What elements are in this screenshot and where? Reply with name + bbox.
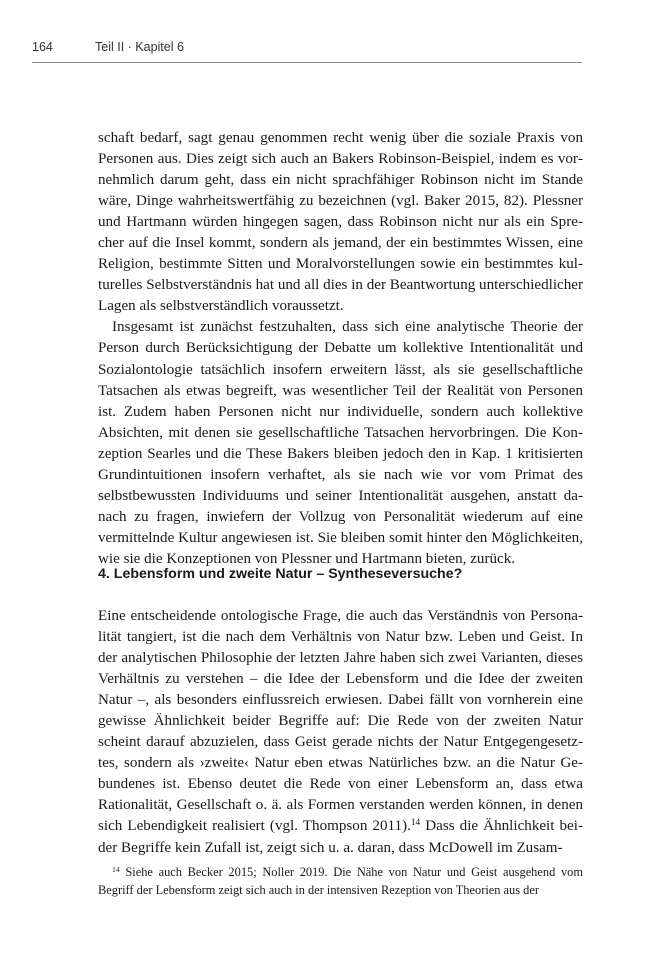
footnote-text: Siehe auch Becker 2015; Noller 2019. Die Nähe von Natur und Geist ausgehend vom Begriff der Lebensform zeigt sich auch in der intensiven Rezeption von Theorien aus der [98, 865, 583, 897]
footnote-reference[interactable]: 14 [410, 818, 421, 829]
body-text-continued [98, 128, 583, 570]
paragraph-continued: schaft bedarf, sagt genau genommen recht wenig über die soziale Praxis von Personen aus. Dies zeigt sich auch an Bakers Robinson-Beispiel, indem es vornehmlich darum geht, dass ein nicht sprachfähiger Robinson nicht im Stande wäre, Dinge wahrheitswertfähig zu bezeichnen (vgl. Baker 2015, 82). Plessner und Hartmann würden hingegen sagen, dass Robinson nicht nur als ein Sprecher auf die Insel kommt, sondern als jemand, der ein bestimmtes Wissen, eine Religion, bestimmte Sitten und Moralvorstellungen sowie ein bestimmtes kulturelles Selbstverständnis hat und all dies in der Beantwortung unterschiedlicher Lagen als selbstverständlich voraussetzt. [98, 130, 583, 315]
footnote-number: 14 [112, 864, 120, 874]
page-number: 164 [32, 40, 53, 54]
paragraph-lebensform-text-continued: Dass die Ähnlichkeit beider Begriffe kein Zufall ist, zeigt sich u. a. daran, dass McDowell im Zusam- [98, 818, 583, 856]
running-head-section: Teil II · Kapitel 6 [95, 40, 184, 54]
paragraph-summary: Insgesamt ist zunächst festzuhalten, dass sich eine analytische Theorie der Person durch Berücksichtigung der Debatte um kollektive Intentionalität und Sozialontologie tatsächlich insofern erweitern lässt, als sie gesellschaftliche Tatsachen als etwas begreift, was wesentlicher Teil der Realität von Personen ist. Zudem haben Personen nicht nur individuelle, sondern auch kollektive Absichten, mit denen sie gesellschaftliche Tatsachen hervorbringen. Die Konzeption Searles und die These Bakers bleiben jedoch den in Kap. 1 kritisierten Grundintuitionen insofern verhaftet, als sie nach wie vor vom Primat des selbstbewussten Individuums und seiner Intentionalität ausgehen, anstatt danach zu fragen, inwiefern der Vollzug von Personalität wiederum auf eine vermittelnde Kultur angewiesen ist. Sie bleiben somit hinter den Möglichkeiten, wie sie die Konzeptionen von Plessner und Hartmann bieten, zurück. [98, 319, 583, 567]
section-body [98, 606, 583, 859]
paragraph-lebensform-text: Eine entscheidende ontologische Frage, die auch das Verständnis von Personalität tangiert, ist die nach dem Verhältnis von Natur bzw. Leben und Geist. In der analytischen Philosophie der letzten Jahre haben sich zwei Varianten, dieses Verhältnis zu verstehen – die Idee der Lebensform und die Idee der zweiten Natur –, als besonders einflussreich erwiesen. Dabei fällt von vornherein eine gewisse Ähnlichkeit beider Begriffe auf: Die Rede von der zweiten Natur scheint darauf abzuzielen, dass Geist gerade nichts der Natur Entgegengesetztes, sondern als ›zweite‹ Natur eben etwas Natürliches bzw. an die Natur Gebundenes ist. Ebenso deutet die Rede von einer Lebensform an, dass etwa Rationalität, Gesellschaft o. ä. als Formen verstanden werden können, in denen sich Lebendigkeit realisiert (vgl. Thompson 2011). [98, 608, 583, 835]
footnote [98, 864, 583, 899]
running-head [32, 38, 582, 63]
paragraph-lebensform [98, 606, 583, 859]
section-heading: 4. Lebensform und zweite Natur – Syntheseversuche? [98, 566, 463, 582]
